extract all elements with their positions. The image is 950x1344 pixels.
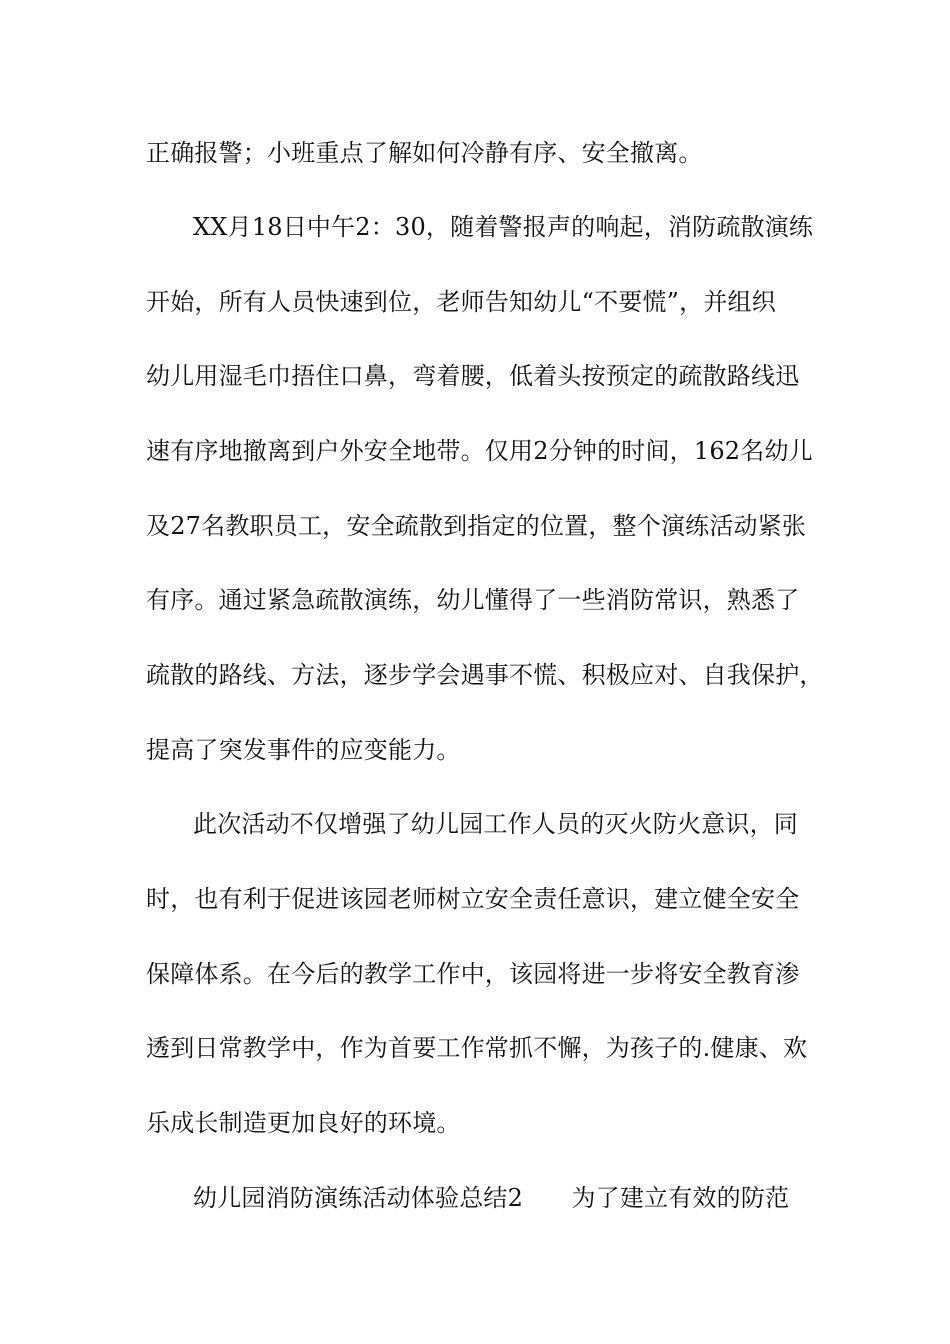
text-line-1: 正确报警；小班重点了解如何冷静有序、安全撤离。 bbox=[146, 139, 703, 167]
text-line-12: 保障体系。在今后的教学工作中，该园将进一步将安全教育渗 bbox=[146, 960, 800, 988]
text-line-2: XX月18日中午2：30，随着警报声的响起，消防疏散演练 bbox=[193, 213, 814, 241]
text-line-6: 及27名教职员工，安全疏散到指定的位置，整个演练活动紧张 bbox=[146, 512, 807, 540]
text-line-11: 时，也有利于促进该园老师树立安全责任意识，建立健全安全 bbox=[146, 885, 800, 913]
text-line-7: 有序。通过紧急疏散演练，幼儿懂得了一些消防常识，熟悉了 bbox=[146, 586, 800, 614]
text-line-14: 乐成长制造更加良好的环境。 bbox=[146, 1109, 461, 1137]
text-line-3: 开始，所有人员快速到位，老师告知幼儿“不要慌”，并组织 bbox=[146, 288, 776, 316]
text-line-4: 幼儿用湿毛巾捂住口鼻，弯着腰，低着头按预定的疏散路线迅 bbox=[146, 362, 800, 390]
text-line-13: 透到日常教学中，作为首要工作常抓不懈，为孩子的.健康、欢 bbox=[146, 1034, 808, 1062]
text-line-9: 提高了突发事件的应变能力。 bbox=[146, 736, 461, 764]
text-line-8: 疏散的路线、方法，逐步学会遇事不慌、积极应对、自我保护， bbox=[146, 661, 824, 689]
text-line-5: 速有序地撤离到户外安全地带。仅用2分钟的时间，162名幼儿 bbox=[146, 437, 813, 465]
text-line-10: 此次活动不仅增强了幼儿园工作人员的灭火防火意识，同 bbox=[193, 810, 798, 838]
text-line-15: 幼儿园消防演练活动体验总结2 为了建立有效的防范 bbox=[193, 1184, 790, 1212]
